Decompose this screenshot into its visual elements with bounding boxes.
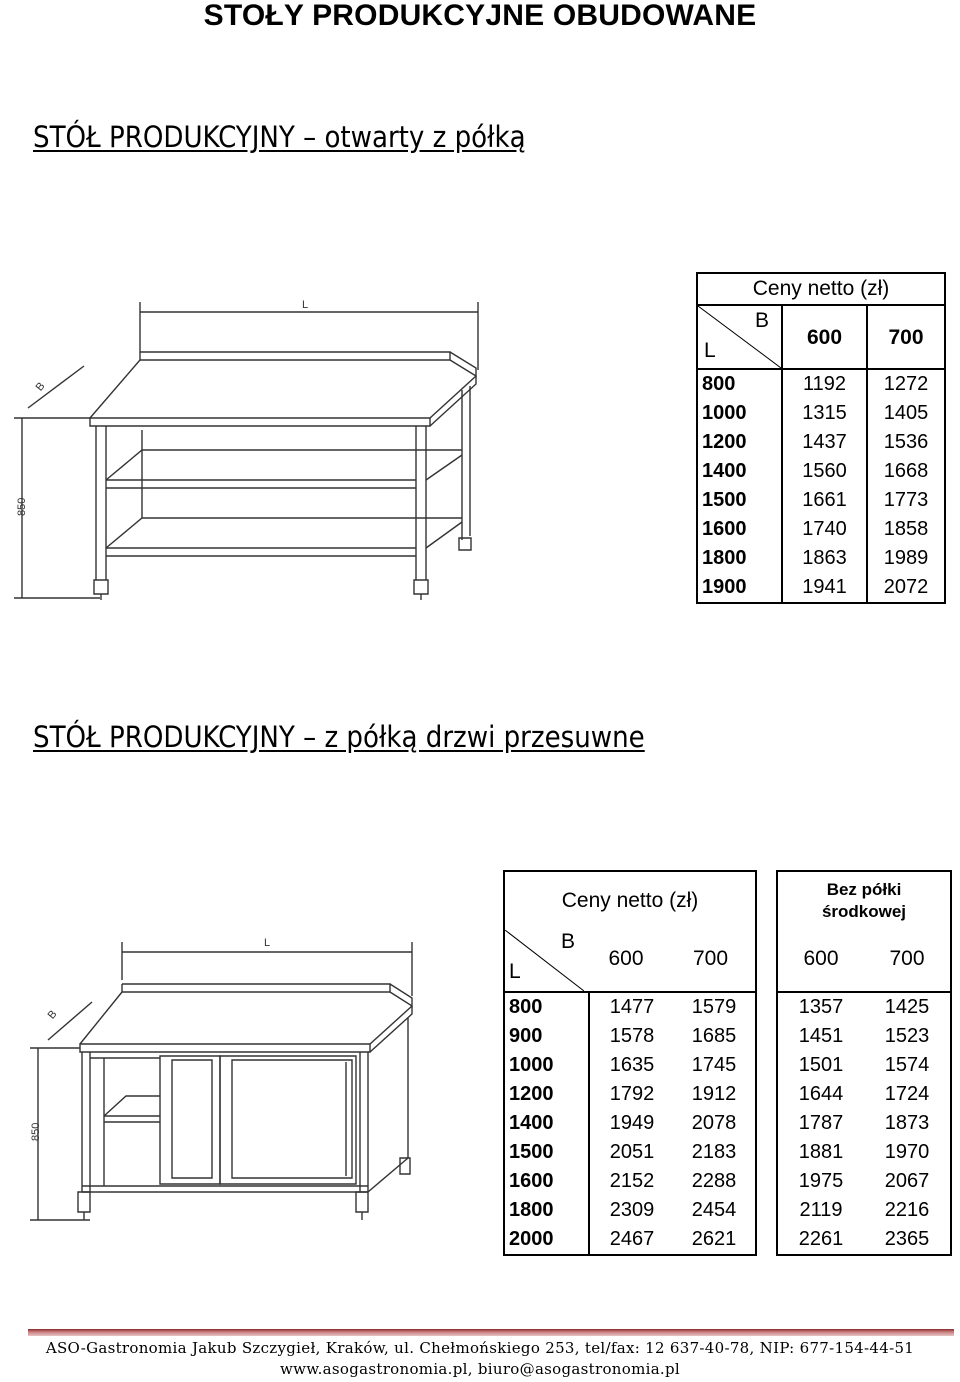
price-600: 1578	[609, 1025, 655, 1047]
price-700: 1579	[691, 996, 737, 1018]
price-700-no-shelf: 1574	[884, 1054, 930, 1076]
dim-label-length: L	[302, 299, 309, 311]
price-600-no-shelf: 1644	[798, 1083, 844, 1105]
table-row	[778, 993, 950, 1022]
row-length: 1200	[505, 1080, 589, 1109]
price-600: 1437	[782, 428, 867, 457]
table-row	[697, 428, 945, 457]
table-row	[505, 1022, 754, 1051]
row-length: 800	[505, 993, 589, 1022]
price-600-no-shelf: 1881	[798, 1141, 844, 1163]
price-600: 1792	[609, 1083, 655, 1105]
price-700-no-shelf: 2067	[884, 1170, 930, 1192]
table-row	[697, 369, 945, 399]
table-row	[697, 486, 945, 515]
row-length: 1500	[505, 1138, 589, 1167]
dim-label-height: 850	[30, 1122, 42, 1141]
table-row	[505, 1167, 754, 1196]
row-length: 1400	[697, 457, 782, 486]
table-row	[778, 1196, 950, 1225]
row-length: 1800	[697, 544, 782, 573]
price-700-no-shelf: 2216	[884, 1199, 930, 1221]
corner-header	[697, 305, 782, 369]
no-shelf-caption-line1: Bez półki	[826, 880, 902, 899]
table-row	[505, 1080, 754, 1109]
table-row	[505, 1196, 754, 1225]
table-row	[778, 1138, 950, 1167]
price-table-caption: Ceny netto (zł)	[697, 273, 945, 305]
table-row	[505, 1051, 754, 1080]
dim-label-depth: B	[45, 1008, 60, 1022]
price-600-no-shelf: 1501	[798, 1054, 844, 1076]
footer-company-info: ASO-Gastronomia Jakub Szczygieł, Kraków, ul. Chełmońskiego 253, tel/fax: 12 637-40-78, NIP: 677-154-44-51	[45, 1339, 915, 1357]
price-600: 1560	[782, 457, 867, 486]
column-header-600: 600	[608, 947, 644, 970]
row-length: 1600	[697, 515, 782, 544]
column-header-700: 700	[889, 947, 925, 970]
column-header-700: 700	[692, 947, 729, 970]
table-row	[505, 993, 754, 1022]
dim-label-length: L	[264, 937, 271, 949]
table-row	[697, 544, 945, 573]
price-600: 1661	[782, 486, 867, 515]
no-shelf-caption-line2: środkowej	[821, 902, 907, 921]
row-length: 1400	[505, 1109, 589, 1138]
dim-label-depth: B	[33, 380, 48, 394]
table-row	[778, 1109, 950, 1138]
price-600: 1192	[782, 369, 867, 399]
price-600: 1477	[609, 996, 655, 1018]
price-700: 1536	[883, 431, 929, 453]
price-600: 1941	[782, 573, 867, 603]
price-600-no-shelf: 2119	[799, 1199, 843, 1221]
price-700: 2078	[691, 1112, 737, 1134]
row-length: 1000	[697, 399, 782, 428]
price-700: 2621	[691, 1228, 737, 1250]
table-row	[697, 399, 945, 428]
table-row	[778, 1051, 950, 1080]
table-row	[505, 1109, 754, 1138]
price-600: 2152	[609, 1170, 655, 1192]
row-length: 800	[697, 369, 782, 399]
price-700-no-shelf: 1425	[884, 996, 930, 1018]
price-700: 2288	[691, 1170, 737, 1192]
table-row	[778, 1225, 950, 1254]
price-600: 2309	[609, 1199, 655, 1221]
row-length: 1600	[505, 1167, 589, 1196]
row-length: 1500	[697, 486, 782, 515]
table-row	[697, 573, 945, 603]
table-row	[697, 515, 945, 544]
price-600-no-shelf: 1975	[798, 1170, 844, 1192]
row-length: 2000	[505, 1225, 589, 1254]
price-600-no-shelf: 2261	[798, 1228, 844, 1250]
page-title: STOŁY PRODUKCYJNE OBUDOWANE	[203, 0, 757, 32]
price-600: 2467	[609, 1228, 655, 1250]
price-700: 1272	[883, 373, 929, 395]
dim-label-height: 850	[16, 497, 28, 516]
footer-divider	[28, 1328, 954, 1336]
table-row	[697, 457, 945, 486]
row-length: 1200	[697, 428, 782, 457]
price-table-no-middle-shelf	[776, 870, 948, 1256]
price-700: 1989	[883, 547, 929, 569]
corner-label-b: B	[561, 930, 576, 953]
price-600: 1315	[782, 399, 867, 428]
price-600: 1635	[609, 1054, 655, 1076]
table-row	[778, 1080, 950, 1109]
price-600: 1740	[782, 515, 867, 544]
corner-label-l: L	[509, 960, 521, 983]
price-700: 1773	[883, 489, 929, 511]
price-600-no-shelf: 1451	[798, 1025, 844, 1047]
price-table-open	[696, 272, 946, 604]
price-600-no-shelf: 1787	[798, 1112, 844, 1134]
column-header-600: 600	[782, 305, 867, 369]
price-600: 1949	[609, 1112, 655, 1134]
row-length: 1900	[697, 573, 782, 603]
price-700: 1858	[883, 518, 929, 540]
column-header-600: 600	[803, 947, 839, 970]
table-row	[505, 1138, 754, 1167]
no-shelf-caption	[778, 872, 950, 930]
table-row	[505, 1225, 754, 1254]
price-700-no-shelf: 1970	[884, 1141, 930, 1163]
table-row	[778, 1022, 950, 1051]
footer-contact: www.asogastronomia.pl, biuro@asogastronomia.pl	[279, 1360, 681, 1378]
price-table-sliding-doors	[503, 870, 753, 1256]
table-header-row	[505, 930, 755, 993]
price-700: 2183	[691, 1141, 737, 1163]
price-700: 1685	[691, 1025, 737, 1047]
price-700-no-shelf: 1873	[884, 1112, 930, 1134]
row-length: 1000	[505, 1051, 589, 1080]
price-700-no-shelf: 1523	[884, 1025, 930, 1047]
column-header-700: 700	[867, 305, 945, 369]
open-table-drawing	[10, 290, 490, 610]
price-600: 1863	[782, 544, 867, 573]
price-700-no-shelf: 1724	[884, 1083, 930, 1105]
sliding-door-table-drawing	[20, 930, 450, 1230]
row-length: 1800	[505, 1196, 589, 1225]
table-header-row	[778, 930, 950, 993]
price-700: 2072	[883, 576, 929, 598]
section-title-sliding-doors: STÓŁ PRODUKCYJNY – z półką drzwi przesuwne	[33, 720, 645, 754]
corner-label-l: L	[704, 339, 716, 362]
price-600-no-shelf: 1357	[798, 996, 844, 1018]
section-title-open-table: STÓŁ PRODUKCYJNY – otwarty z półką	[33, 120, 526, 154]
price-table-caption: Ceny netto (zł)	[561, 889, 699, 912]
price-700: 1745	[691, 1054, 737, 1076]
price-700: 1912	[691, 1083, 737, 1105]
price-700: 2454	[691, 1199, 737, 1221]
price-700: 1405	[883, 402, 929, 424]
price-600: 2051	[609, 1141, 655, 1163]
price-700: 1668	[883, 460, 929, 482]
row-length: 900	[505, 1022, 589, 1051]
corner-label-b: B	[755, 309, 770, 332]
table-row	[778, 1167, 950, 1196]
price-700-no-shelf: 2365	[884, 1228, 930, 1250]
